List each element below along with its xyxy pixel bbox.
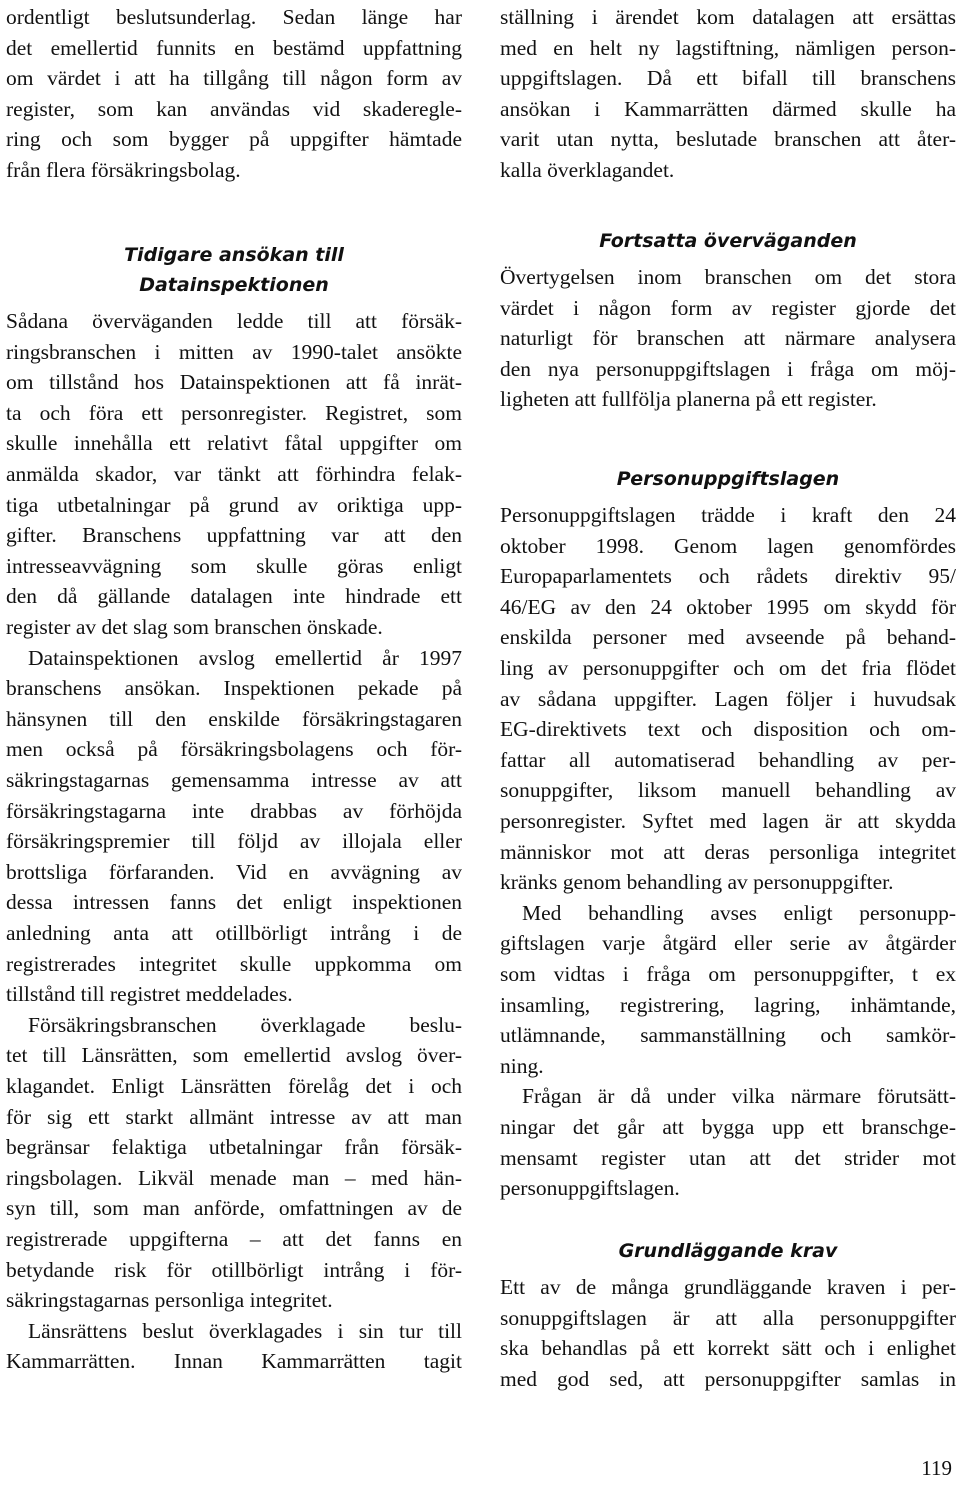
body-line: tet till Länsrätten, som emellertid avslog över- [6,1043,462,1068]
body-line: Kammarrätten. Innan Kammarrätten tagit [6,1349,462,1374]
body-line: intresseavvägning som skulle göras enligt [6,553,462,578]
body-line: ska behandlas på ett korrekt sätt och i enlighet [500,1336,956,1361]
intro-line: det emellertid funnits en bestämd uppfattning [6,35,462,60]
intro-line: varit utan nytta, beslutade branschen att åter- [500,127,956,152]
body-line: ling av personuppgifter och om det fria flödet [500,656,956,680]
body-line: Ett av de många grundläggande kraven i per- [500,1275,956,1299]
body-line: registrerades integritet skulle uppkomma om [6,951,462,976]
body-line: personuppgiftslagen. [500,1176,680,1201]
body-line: ringsbolagen. Likväl menade man – med hän- [6,1165,462,1190]
body-line: sonuppgiftslagen är att alla personuppgifter [500,1305,956,1330]
body-line: ta och föra ett personregister. Registret, som [6,400,462,425]
body-line: försäkringspremier till följd av illojala eller [6,829,462,854]
body-line: den nya personuppgiftslagen i fråga om möj- [500,356,956,381]
body-line: sonuppgifter, liksom manuell behandling av [500,778,956,803]
body-line: säkringstagarnas gemensamma intresse av att [6,768,462,792]
body-line: 46/EG av den 24 oktober 1995 om skydd för [500,594,956,619]
body-line: Frågan är då under vilka närmare förutsätt- [522,1084,956,1109]
body-line: anledning anta att otillbörligt intrång i de [6,921,462,945]
page-number: 119 [921,1456,952,1480]
body-line: värdet i någon form av register gjorde det [500,295,956,320]
body-line: försäkringstagarna inte drabbas av förhöjda [6,798,462,823]
body-line: branschens ansökan. Inspektionen pekade på [6,676,462,701]
body-line: människor mot att deras personliga integritet [500,839,956,864]
body-line: om tillstånd hos Datainspektionen att få inrät- [6,370,462,395]
body-line: Europaparlamentets och rådets direktiv 95/ [500,564,956,589]
body-line: Datainspektionen avslog emellertid år 1997 [28,645,462,670]
intro-line: kalla överklagandet. [500,158,675,182]
body-line: hänsynen till den enskilde försäkringstagaren [6,706,462,731]
body-line: ningar det går att bygga upp ett branschge- [500,1115,956,1139]
body-line: utlämnande, sammanställning och samkör- [500,1023,956,1048]
intro-line: ställning i ärendet kom datalagen att ersättas [500,5,956,29]
intro-line: ansökan i Kammarrätten därmed skulle ha [500,96,956,121]
body-line: Försäkringsbranschen överklagade beslu- [28,1012,462,1037]
body-line: begränsar felaktiga utbetalningar från försäk- [6,1135,462,1160]
body-line: klagandet. Enligt Länsrätten förelåg det i och [6,1074,462,1098]
body-line: betydande risk för otillbörligt intrång i för- [6,1257,462,1282]
body-line: Med behandling avses enligt personupp- [522,900,956,925]
body-line: av sådana uppgifter. Lagen följer i huvudsak [500,686,956,711]
body-line: giftslagen varje åtgärd eller serie av åtgärder [500,931,956,956]
body-line: tillstånd till registret meddelades. [6,982,293,1007]
body-line: register av det slag som branschen önskade. [6,615,383,639]
body-line: kränks genom behandling av personuppgifter. [500,870,894,895]
body-line: ligheten att fullfölja planerna på ett register. [500,387,877,412]
body-line: EG-direktivets text och disposition och om- [500,717,956,742]
body-line: insamling, registrering, lagring, inhämtande, [500,992,956,1017]
section-heading: Datainspektionen [139,274,329,296]
body-line: naturligt för branschen att närmare analysera [500,326,956,351]
section-heading: Tidigare ansökan till [124,244,344,266]
body-line: för sig ett starkt allmänt intresse av att man [6,1104,462,1129]
body-line: tiga utbetalningar på grund av oriktiga upp- [6,492,462,517]
section-heading: Fortsatta överväganden [599,230,857,252]
body-line: enskilda personer med avseende på behand- [500,625,956,650]
intro-line: om värdet i att ha tillgång till någon form av [6,66,462,91]
body-line: Övertygelsen inom branschen om det stora [500,265,956,289]
body-line: oktober 1998. Genom lagen genomfördes [500,533,956,558]
intro-line: från flera försäkringsbolag. [6,158,241,182]
body-line: skulle innehålla ett relativt fåtal uppgifter om [6,431,462,456]
body-line: den då gällande datalagen inte hindrade ett [6,584,462,609]
body-line: som vidtas i fråga om personuppgifter, t ex [500,962,956,986]
body-line: men också på försäkringsbolagens och för- [6,737,462,762]
body-line: dessa intressen fanns det enligt inspektionen [6,890,462,915]
section-heading: Grundläggande krav [618,1240,838,1262]
body-line: Länsrättens beslut överklagades i sin tur till [28,1318,462,1343]
body-line: fattar all automatiserad behandling av per- [500,747,956,772]
body-line: Personuppgiftslagen trädde i kraft den 24 [500,503,956,527]
body-line: Sådana överväganden ledde till att försäk- [6,309,462,333]
intro-line: register, som kan användas vid skaderegle- [6,96,462,121]
intro-line: uppgiftslagen. Då ett bifall till branschens [500,66,956,91]
body-line: syn till, som man anförde, omfattningen av de [6,1196,462,1221]
body-line: säkringstagarnas personliga integritet. [6,1288,333,1313]
body-line: brottsliga förfaranden. Vid en avvägning av [6,859,462,884]
body-line: anmälda skador, var tänkt att förhindra felak- [6,462,462,486]
intro-line: ring och som bygger på uppgifter hämtade [6,127,462,152]
body-line: mensamt register utan att det strider mot [500,1145,956,1170]
body-line: ning. [500,1053,544,1078]
intro-line: ordentligt beslutsunderlag. Sedan länge har [6,5,462,29]
body-line: personregister. Syftet med lagen är att skydda [500,809,956,833]
body-line: gifter. Branschens uppfattning var att den [6,523,462,548]
section-heading: Personuppgiftslagen [616,468,840,490]
intro-line: med en helt ny lagstiftning, nämligen person- [500,35,956,60]
body-line: med god sed, att personuppgifter samlas in [500,1366,956,1391]
body-line: registrerade uppgifterna – att det fanns en [6,1227,462,1251]
body-line: ringsbranschen i mitten av 1990-talet ansökte [6,339,462,364]
